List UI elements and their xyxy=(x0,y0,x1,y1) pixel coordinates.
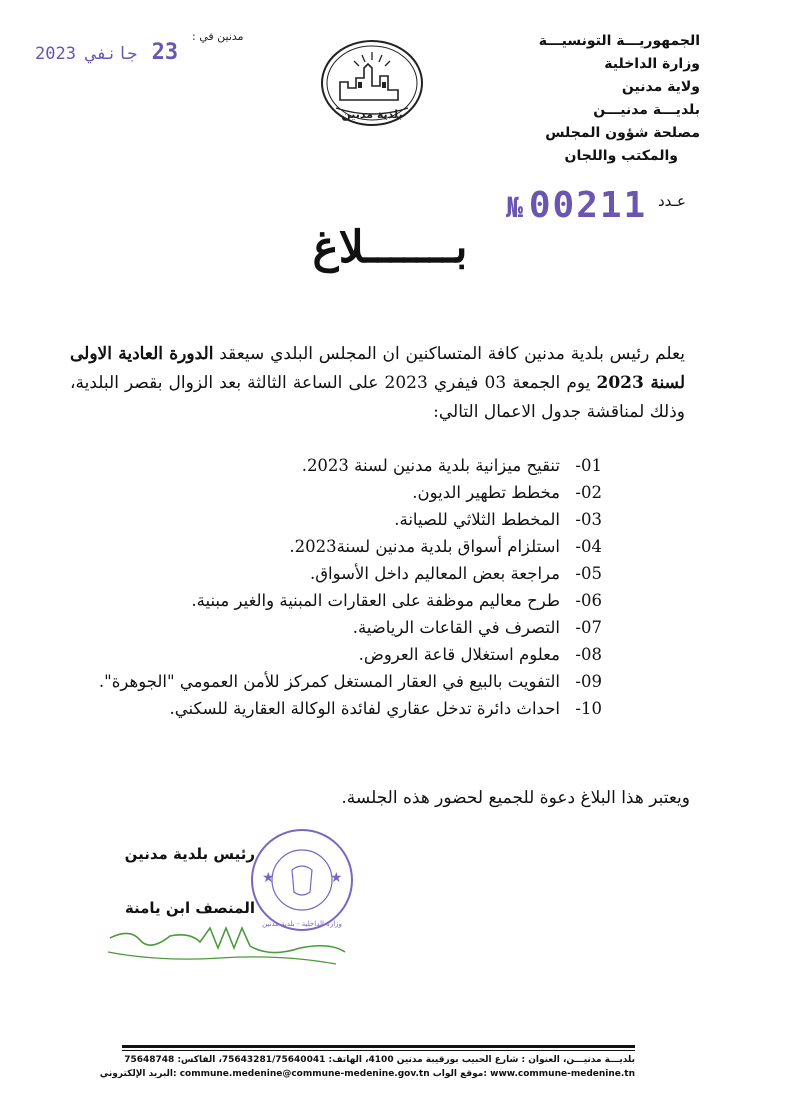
stamp-text: وزارة الداخلية - بلدية مدنين xyxy=(262,920,342,928)
agenda-item xyxy=(80,668,602,695)
number-value: 00211 xyxy=(528,185,648,226)
footer-divider xyxy=(122,1045,635,1048)
date-stamp-month-year: جانفي 2023 xyxy=(35,44,138,64)
agenda-number: 05- xyxy=(575,564,602,583)
agenda-item xyxy=(80,506,602,533)
reference-number-stamp xyxy=(506,185,647,226)
body-session: الدورة العادية الاولى لسنة 2023 xyxy=(70,344,686,393)
svg-text:★: ★ xyxy=(330,870,343,886)
signatory-name: المنصف ابن يامنة xyxy=(124,899,255,917)
signatory-role: رئيس بلدية مدنين xyxy=(124,845,255,863)
agenda-text: التفويت بالبيع في العقار المستغل كمركز للأمن العمومي "الجوهرة". xyxy=(98,672,560,691)
agenda-text: طرح معاليم موظفة على العقارات المبنية والغير مبنية. xyxy=(191,591,560,610)
letterhead-line: ولاية مدنين xyxy=(621,79,700,95)
agenda-number: 06- xyxy=(575,591,602,610)
footer-contact: بلديـــة مدنيـــن، العنوان : شارع الحبيب بورقيبة مدنين 4100، الهاتف: 75643281/75640041، الفاكس: 75648748 xyxy=(124,1055,635,1065)
body-details: يوم الجمعة 03 فيفري 2023 على الساعة الثالثة بعد الزوال بقصر البلدية، وذلك لمناقشة جدول الاعمال التالي: xyxy=(70,373,685,422)
agenda-text: التصرف في القاعات الرياضية. xyxy=(352,618,560,637)
letterhead xyxy=(440,30,700,168)
agenda-item xyxy=(80,560,602,587)
closing-text: ويعتبر هذا البلاغ دعوة للجميع لحضور هذه الجلسة. xyxy=(341,788,690,808)
handwritten-signature xyxy=(100,918,350,978)
number-prefix: № xyxy=(506,191,525,224)
agenda-item xyxy=(80,587,602,614)
letterhead-line: بلديـــة مدنيـــن xyxy=(593,102,700,118)
agenda-number: 07- xyxy=(575,618,602,637)
agenda-item xyxy=(80,452,602,479)
svg-text:★: ★ xyxy=(262,870,275,886)
agenda-text: استلزام أسواق بلدية مدنين لسنة2023. xyxy=(289,537,560,556)
agenda-item xyxy=(80,614,602,641)
agenda-text: مراجعة بعض المعاليم داخل الأسواق. xyxy=(309,564,560,583)
agenda-number: 10- xyxy=(575,699,602,718)
page-title: بـــــــلاغ xyxy=(312,222,468,273)
letterhead-line: الجمهوريـــة التونسيـــة xyxy=(538,33,700,49)
agenda-item xyxy=(80,695,602,722)
agenda-item xyxy=(80,479,602,506)
agenda-text: معلوم استغلال قاعة العروض. xyxy=(358,645,560,664)
date-stamp-day: 23 xyxy=(151,40,179,65)
agenda-number: 04- xyxy=(575,537,602,556)
agenda-text: تنقيح ميزانية بلدية مدنين لسنة 2023. xyxy=(301,456,560,475)
agenda-number: 09- xyxy=(575,672,602,691)
agenda-number: 01- xyxy=(575,456,602,475)
letterhead-line: وزارة الداخلية xyxy=(604,56,700,72)
footer-divider xyxy=(122,1050,635,1051)
agenda-text: المخطط الثلاثي للصيانة. xyxy=(394,510,560,529)
footer-web: www.commune-medenine.tn :موقع الواب commune.medenine@commune-medenine.gov.tn :البريد الإلكتروني xyxy=(100,1069,635,1079)
agenda-number: 03- xyxy=(575,510,602,529)
date-stamp xyxy=(35,40,178,65)
municipality-logo xyxy=(318,38,426,128)
letterhead-line: مصلحة شؤون المجلس xyxy=(545,125,700,141)
agenda-text: مخطط تطهير الديون. xyxy=(412,483,560,502)
announcement-body xyxy=(70,340,685,427)
agenda-item xyxy=(80,533,602,560)
agenda-list xyxy=(80,452,602,722)
body-intro: يعلم رئيس بلدية مدنين كافة المتساكنين ان المجلس البلدي سيعقد xyxy=(219,344,685,364)
agenda-text: احداث دائرة تدخل عقاري لفائدة الوكالة العقارية للسكني. xyxy=(169,699,560,718)
logo-text: بلدية مدنين xyxy=(341,108,403,121)
agenda-number: 08- xyxy=(575,645,602,664)
agenda-number: 02- xyxy=(575,483,602,502)
place-label: مدنين في : xyxy=(192,30,244,43)
letterhead-line: والمكتب واللجان xyxy=(564,148,678,164)
number-label: عـدد xyxy=(658,192,686,210)
agenda-item xyxy=(80,641,602,668)
